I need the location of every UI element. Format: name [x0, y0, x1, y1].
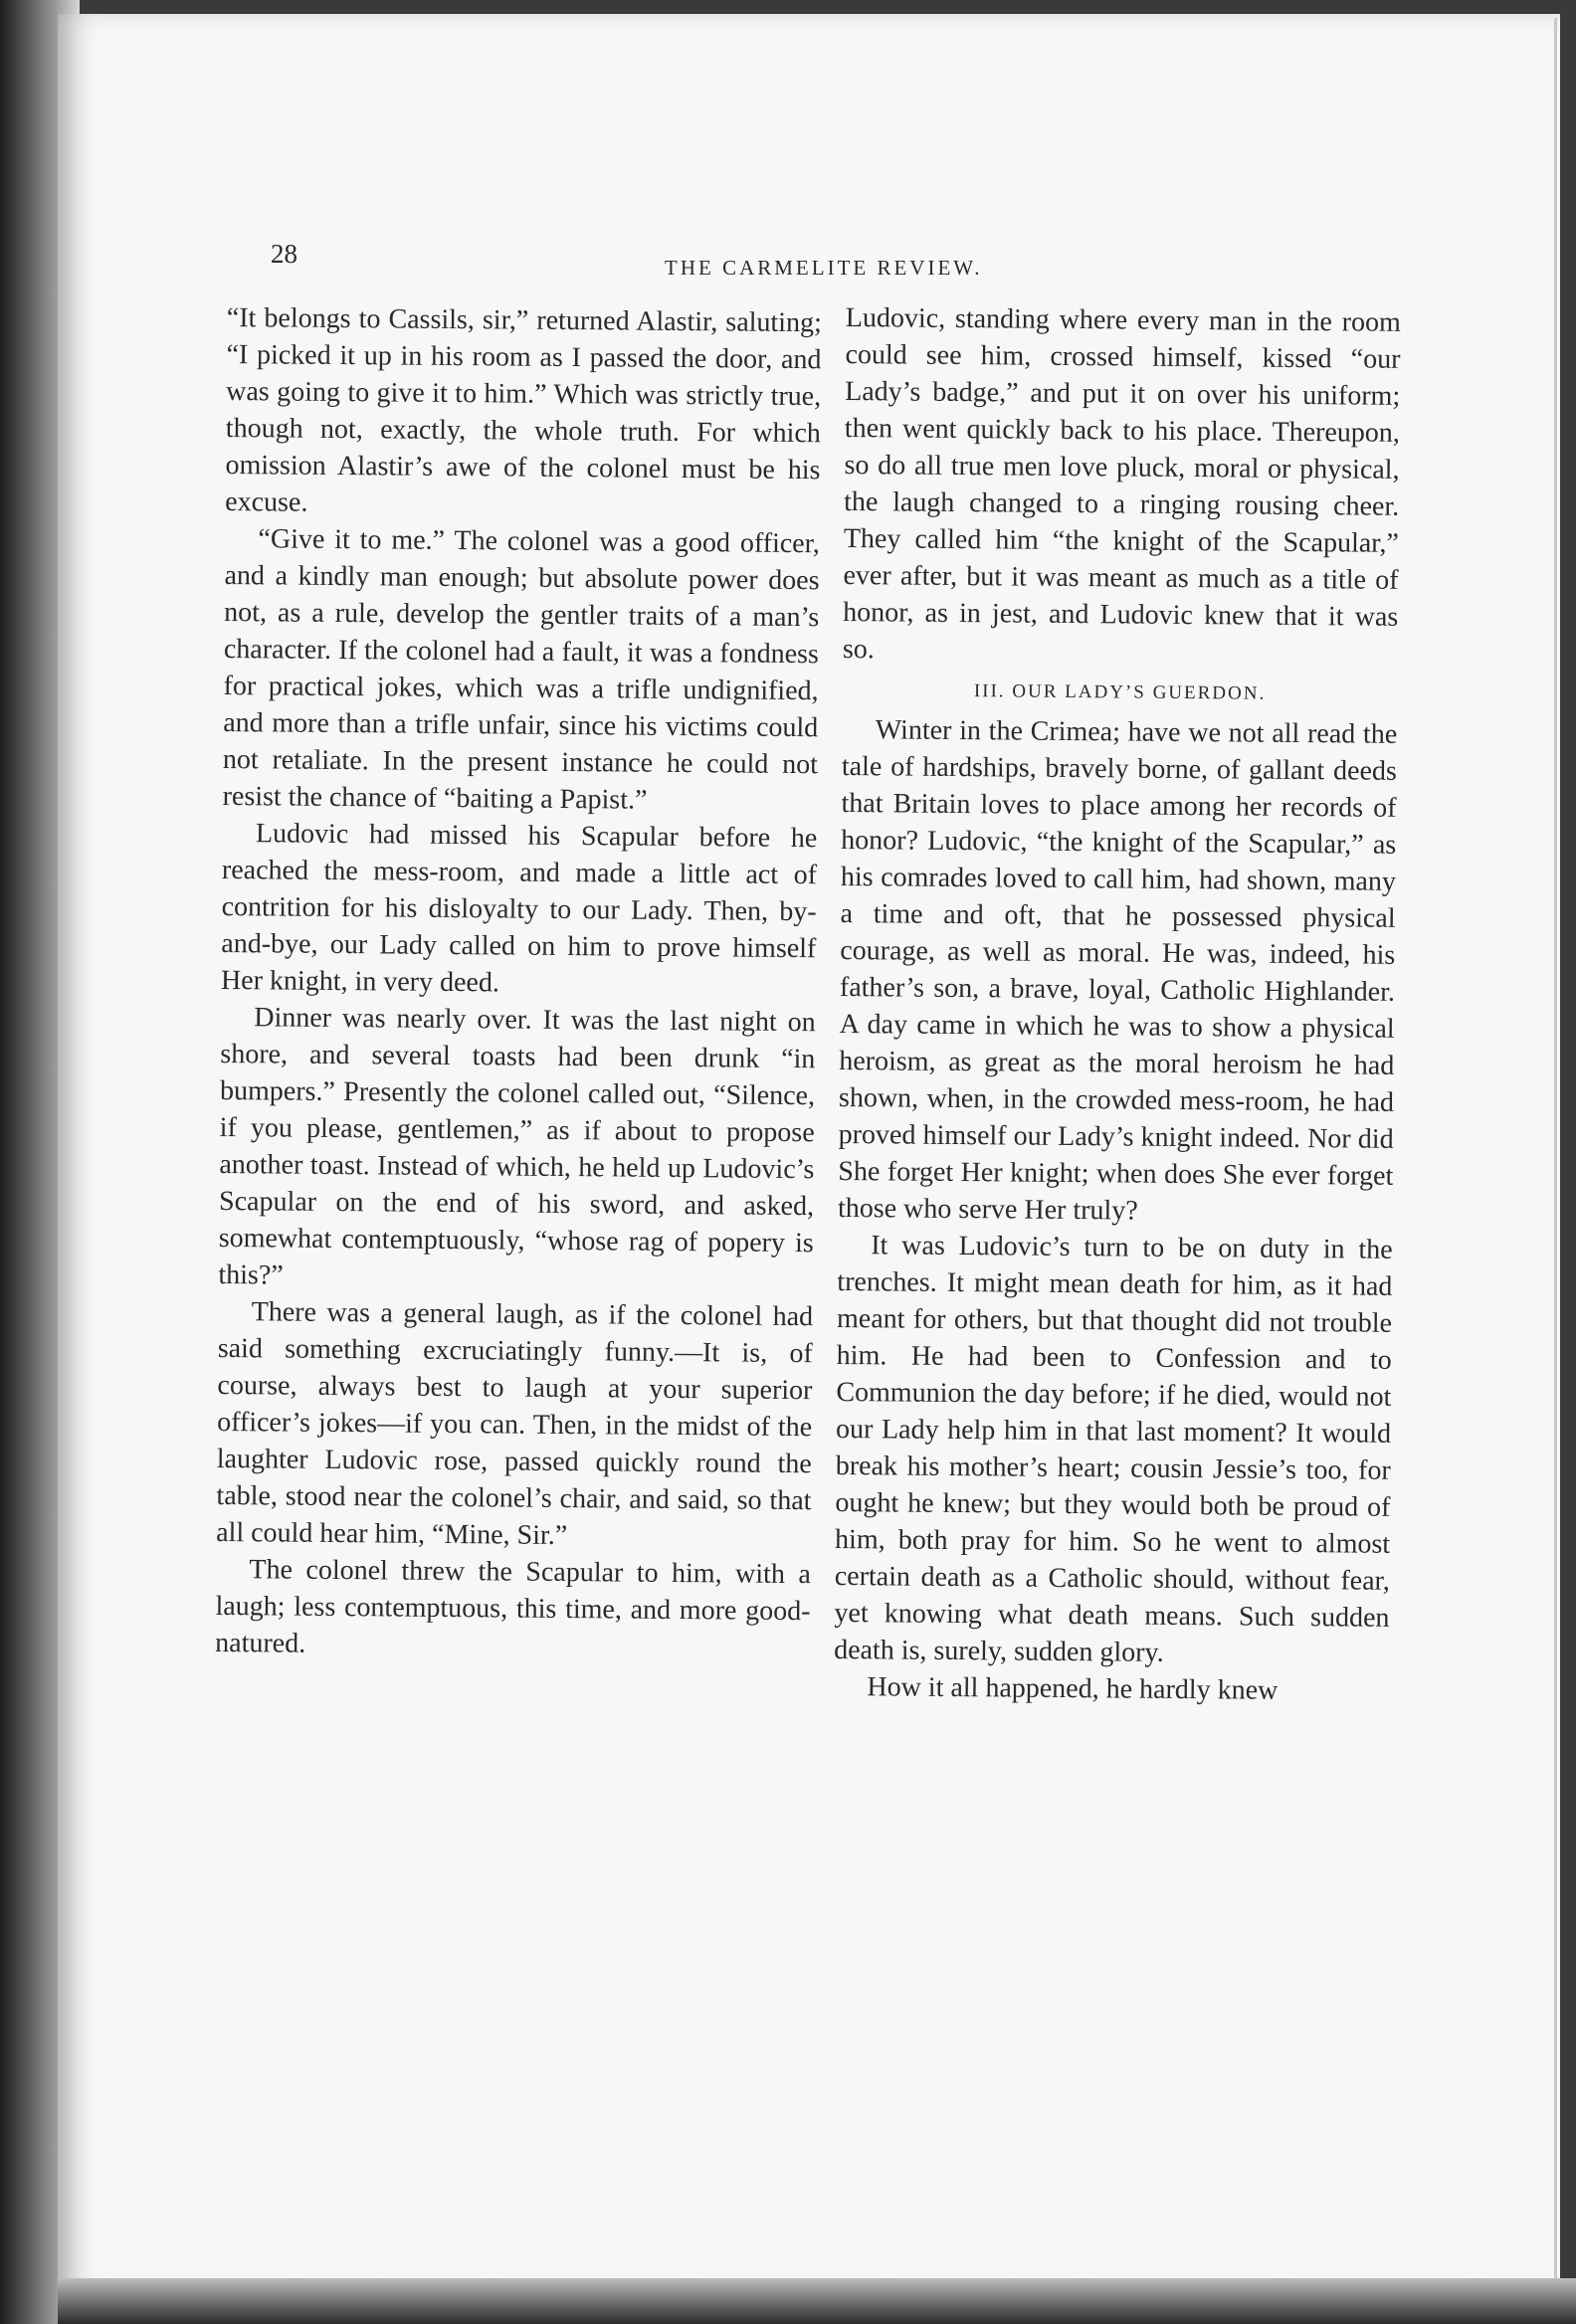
paragraph: How it all happened, he hardly knew: [867, 1671, 1279, 1706]
running-head: THE CARMELITE REVIEW.: [665, 256, 983, 280]
paragraph: “It belongs to Cassils, sir,” returned Alastir, saluting; “I picked it up in his room as I passed the door, and was going to give it to him.” Which was strictly true, though not, exactly, the whole truth. For which omission Alastir’s awe of the colonel must be his excuse.: [225, 301, 822, 518]
section-heading: III. OUR LADY’S GUERDON.: [973, 680, 1267, 704]
right-column: [834, 299, 1401, 1710]
paragraph: The colonel threw the Scapular to him, with a laugh; less contemptuous, this time, and more good-natured.: [215, 1554, 811, 1659]
page-number: 28: [271, 239, 297, 269]
paragraph: Dinner was nearly over. It was the last night on shore, and several toasts had been drunk “in bumpers.” Presently the colonel called out, “Silence, if you please, gentlemen,” as if about to propose another toast. Instead of which, he held up Ludovic’s Scapular on the end of his sword, and asked, somewhat contemptuously, “whose rag of popery is this?”: [218, 1002, 816, 1291]
continuation-paragraph: Ludovic, standing where every man in the room could see him, crossed himself, kissed “our Lady’s badge,” and put it on over his uniform; then went quickly back to his place. Thereupon, so do all true men love pluck, moral or physical, the laugh changed to a ringing rousing cheer. They called him “the knight of the Scapular,” ever after, but it was meant as much as a title of honor, as in jest, and Ludovic knew that it was so.: [842, 301, 1401, 666]
left-column: [215, 299, 822, 1666]
paragraph: It was Ludovic’s turn to be on duty in the trenches. It might mean death for him, as it had meant for others, but that thought did not trouble him. He had been to Confession and to Communion the day before; if he died, would not our Lady help him in that last moment? It would break his mother’s heart; cousin Jessie’s too, for ought he knew; but they would both be proud of him, both pray for him. So he went to almost certain death as a Catholic should, without fear, yet knowing what death means. Such sudden death is, surely, sudden glory.: [834, 1230, 1393, 1668]
paragraph: Winter in the Crimea; have we not all read the tale of hardships, bravely borne, of gallant deeds that Britain loves to place among her records of honor? Ludovic, “the knight of the Scapular,” as his comrades loved to call him, had shown, many a time and oft, that he possessed physical courage, as well as moral. He was, indeed, his father’s son, a brave, loyal, Catholic Highlander. A day came in which he was to show a physical heroism, as great as the moral heroism he had shown, when, in the crowded mess-room, he had proved himself our Lady’s knight indeed. Nor did She forget Her knight; when does She ever forget those who serve Her truly?: [837, 714, 1398, 1227]
page-fold-line: [1554, 18, 1557, 2286]
paragraph: There was a general laugh, as if the colonel had said something excruciatingly funny.—It is, of course, always best to laugh at your superior officer’s jokes—if you can. Then, in the midst of the laughter Ludovic rose, passed quickly round the table, stood near the colonel’s chair, and said, so that all could hear him, “Mine, Sir.”: [216, 1296, 814, 1552]
scan-bottom-shadow: [58, 2278, 1576, 2324]
paragraph: Ludovic had missed his Scapular before he reached the mess-room, and made a little act of contrition for his disloyalty to our Lady. Then, by-and-bye, our Lady called on him to prove himself Her knight, in very deed.: [220, 818, 818, 999]
paragraph: “Give it to me.” The colonel was a good officer, and a kindly man enough; but absolute power does not, as a rule, develop the gentler traits of a man’s character. If the colonel had a fault, it was a fondness for practical jokes, which was a trifle undignified, and more than a trifle unfair, since his victims could not retaliate. In the present instance he could not resist the chance of “baiting a Papist.”: [222, 523, 821, 816]
